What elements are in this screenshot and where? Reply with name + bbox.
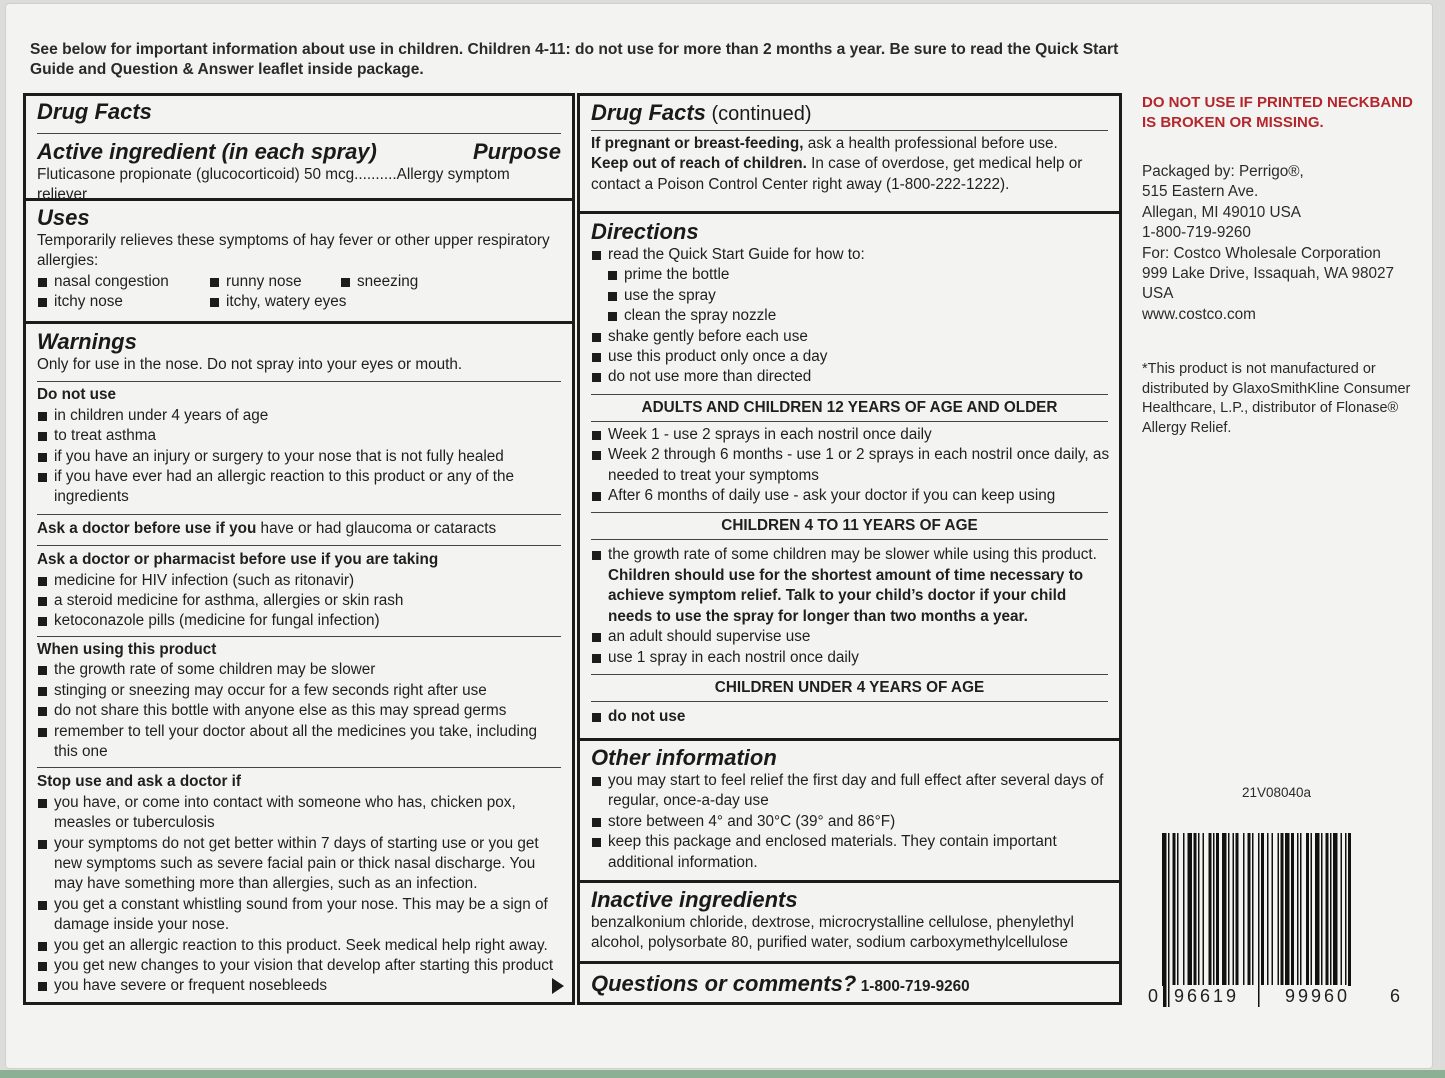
drug-facts-continued-title: Drug Facts (continued)	[591, 100, 812, 125]
warning-item: if you have ever had an allergic reaction to this product or any of the ingredients	[37, 467, 524, 508]
ask-doctor-label: Ask a doctor before use if you	[37, 519, 257, 537]
direction-item: Week 1 - use 2 sprays in each nostril once daily	[591, 425, 1108, 445]
direction-item: do not use more than directed	[591, 367, 1108, 387]
direction-subitem: clean the spray nozzle	[591, 306, 1108, 326]
direction-item: do not use	[591, 707, 1108, 727]
barcode-digits: 99960	[1285, 986, 1351, 1006]
green-edge-strip	[0, 1070, 1445, 1078]
drug-facts-panel	[23, 93, 575, 1005]
uses-item: nasal congestion	[37, 272, 187, 292]
neckband-warning: DO NOT USE IF PRINTED NECKBAND IS BROKEN OR MISSING.	[1142, 94, 1413, 131]
direction-item: After 6 months of daily use - ask your doctor if you can keep using	[591, 486, 1108, 506]
uses-item: runny nose	[209, 272, 318, 292]
warning-item: you have severe or frequent nosebleeds	[37, 976, 561, 996]
warning-item: in children under 4 years of age	[37, 406, 561, 426]
pregnant-text: ask a health professional before use.	[803, 135, 1058, 152]
ask-doctor-text: have or had glaucoma or cataracts	[256, 519, 497, 537]
address-line: Allegan, MI 49010 USA	[1142, 203, 1302, 221]
warning-item: remember to tell your doctor about all the medicines you take, including this one	[37, 722, 544, 763]
warning-item: your symptoms do not get better within 7 days of starting use or you get new symptoms such as severe facial pain or thick nasal discharge. You may have something more than allergies, such as an infection.	[37, 834, 554, 895]
other-info-item: keep this package and enclosed materials. They contain important additional information.	[591, 832, 1078, 873]
warning-item: stinging or sneezing may occur for a few seconds right after use	[37, 681, 561, 701]
direction-subitem: use the spray	[591, 286, 1108, 306]
warning-item: to treat asthma	[37, 426, 561, 446]
continue-arrow-icon	[552, 978, 564, 994]
direction-item: an adult should supervise use	[591, 627, 1108, 647]
uses-item: itchy, watery eyes	[209, 292, 346, 312]
address-line: USA	[1142, 285, 1174, 303]
packaged-by-block	[1142, 162, 1427, 325]
barcode-digit-right: 6	[1390, 986, 1404, 1006]
direction-subitem: prime the bottle	[591, 265, 1108, 285]
address-line: Packaged by: Perrigo®,	[1142, 163, 1304, 180]
keep-out-label: Keep out of reach of children.	[591, 155, 807, 173]
warnings-heading: Warnings	[37, 329, 137, 354]
do-not-use-heading: Do not use	[37, 386, 117, 404]
questions-phone: 1-800-719-9260	[860, 978, 970, 995]
under4-heading: CHILDREN UNDER 4 YEARS OF AGE	[714, 678, 985, 696]
intro-notice: See below for important information about use in children. Children 4-11: do not use for more than 2 months a year. Be sure to read the Quick Start Guide and Question & Answer leaflet inside package.	[30, 41, 1119, 78]
drug-facts-title: Drug Facts	[37, 99, 152, 124]
children-warning: Children should use for the shortest amount of time necessary to achieve symptom relief. Talk to your child’s doctor if your child needs to use the spray for longer than two months a year.	[608, 566, 1084, 625]
directions-heading: Directions	[591, 219, 699, 244]
uses-item: itchy nose	[37, 292, 187, 312]
barcode-digits: 96619	[1174, 986, 1240, 1006]
warning-item: medicine for HIV infection (such as ritonavir)	[37, 571, 561, 591]
pregnant-label: If pregnant or breast-feeding,	[591, 135, 804, 152]
warning-item: you get a constant whistling sound from your nose. This may be a sign of damage inside your nose.	[37, 895, 554, 936]
drug-facts-continued-panel	[577, 93, 1122, 1005]
warning-item: ketoconazole pills (medicine for fungal infection)	[37, 611, 561, 631]
stop-use-heading: Stop use and ask a doctor if	[37, 773, 241, 791]
questions-heading: Questions or comments?	[591, 971, 857, 996]
direction-item: the growth rate of some children may be slower while using this product.	[591, 545, 1108, 565]
address-line: 515 Eastern Ave.	[1142, 183, 1259, 201]
address-line: 999 Lake Drive, Issaquah, WA 98027	[1142, 265, 1394, 283]
uses-item: sneezing	[340, 272, 418, 292]
uses-text: Temporarily relieves these symptoms of hay fever or other upper respiratory allergies:	[37, 232, 550, 270]
warning-item: do not share this bottle with anyone else as this may spread germs	[37, 701, 561, 721]
warning-item: the growth rate of some children may be slower	[37, 660, 561, 680]
warnings-text: Only for use in the nose. Do not spray into your eyes or mouth.	[37, 356, 463, 373]
barcode-icon	[1162, 833, 1399, 1007]
inactive-heading: Inactive ingredients	[591, 887, 798, 912]
warning-item: you have, or come into contact with someone who has, chicken pox, measles or tuberculosis	[37, 793, 544, 834]
disclaimer: *This product is not manufactured or distributed by GlaxoSmithKline Consumer Healthcare, L.P., distributor of Flonase® Allergy Relief.	[1142, 361, 1411, 436]
warning-item: you get new changes to your vision that develop after starting this product	[37, 956, 561, 976]
other-info-heading: Other information	[591, 745, 777, 770]
address-line: 1-800-719-9260	[1142, 224, 1251, 242]
children-heading: CHILDREN 4 TO 11 YEARS OF AGE	[721, 517, 978, 535]
adults-heading: ADULTS AND CHILDREN 12 YEARS OF AGE AND OLDER	[641, 398, 1058, 416]
website-text: www.costco.com	[1142, 305, 1256, 323]
active-ingredient-heading: Active ingredient (in each spray)	[37, 139, 377, 164]
warning-item: you get an allergic reaction to this product. Seek medical help right away.	[37, 936, 561, 956]
uses-heading: Uses	[37, 205, 90, 230]
direction-item: shake gently before each use	[591, 327, 1108, 347]
warning-item: a steroid medicine for asthma, allergies or skin rash	[37, 591, 561, 611]
direction-item: use this product only once a day	[591, 347, 1108, 367]
barcode-digit-left: 0	[1148, 986, 1162, 1006]
purpose-heading: Purpose	[472, 139, 561, 164]
active-ingredient-line: Fluticasone propionate (glucocorticoid) 50 mcg..........Allergy symptom reliever	[37, 166, 510, 204]
inactive-text: benzalkonium chloride, dextrose, microcrystalline cellulose, phenylethyl alcohol, polysorbate 80, purified water, sodium carboxymethylcellulose	[591, 914, 1074, 952]
ask-pharmacist-heading: Ask a doctor or pharmacist before use if you are taking	[37, 551, 439, 569]
product-code: 21V08040a	[1242, 785, 1312, 800]
direction-item: Week 2 through 6 months - use 1 or 2 sprays in each nostril once daily, as needed to treat your symptoms	[591, 445, 1118, 486]
address-line: For: Costco Wholesale Corporation	[1142, 244, 1381, 262]
direction-item: read the Quick Start Guide for how to:	[591, 245, 1108, 265]
other-info-item: store between 4° and 30°C (39° and 86°F)	[591, 812, 1108, 832]
when-using-heading: When using this product	[37, 640, 217, 658]
other-info-item: you may start to feel relief the first day and full effect after several days of regular, once-a-day use	[591, 771, 1118, 812]
direction-item: use 1 spray in each nostril once daily	[591, 648, 1108, 668]
warning-item: if you have an injury or surgery to your nose that is not fully healed	[37, 447, 561, 467]
keep-out-text: In case of overdose, get medical help or contact a Poison Control Center right away (1-800-222-1222).	[591, 155, 1083, 193]
